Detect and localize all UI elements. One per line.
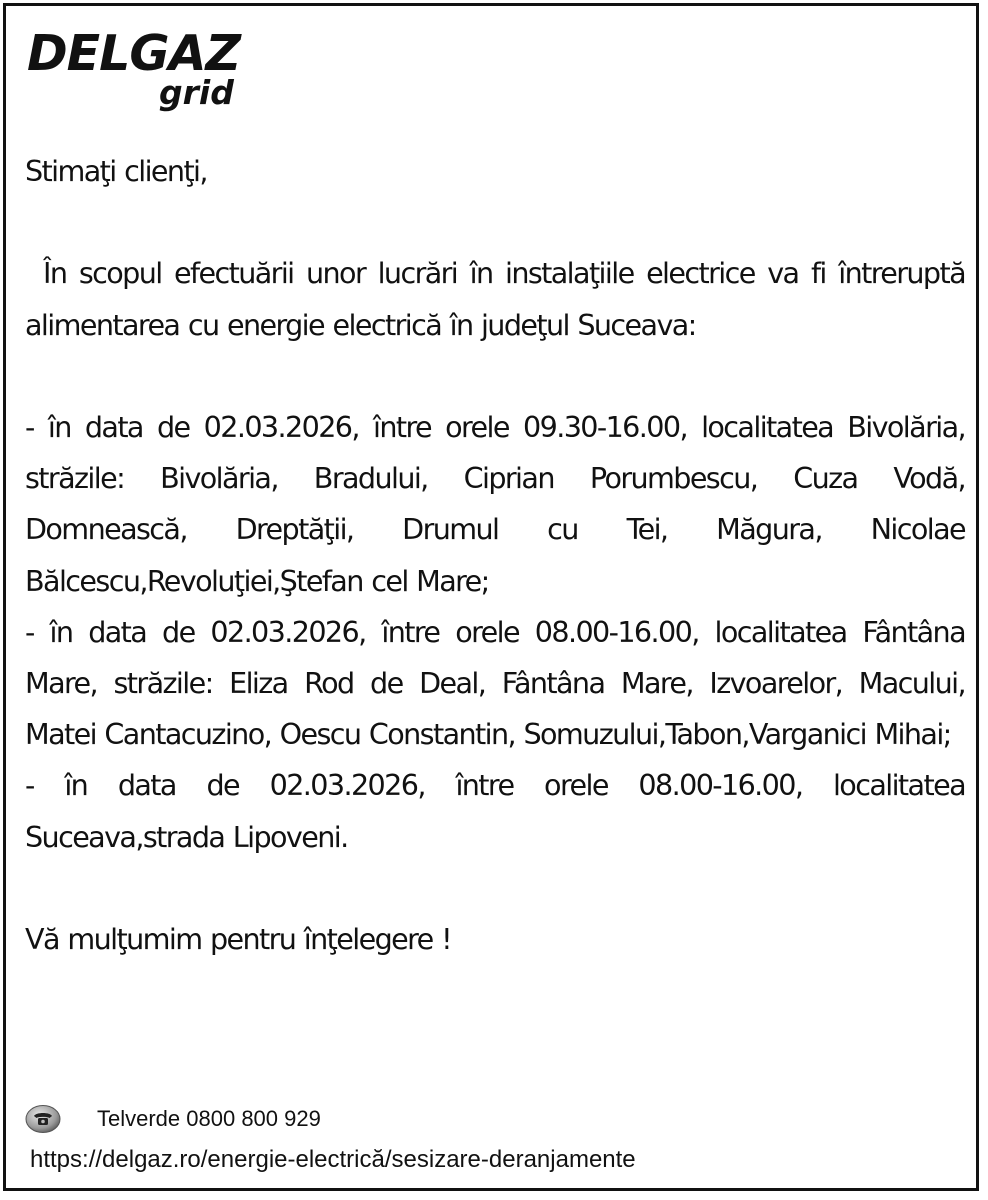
outage-item-fantana-mare: - în data de 02.03.2026, între orele 08.00-16.00, localitatea Fântâna Mare, străzile: Eliza Rod de Deal, Fântâna Mare, Izvoarelor, Macului, Matei Cantacuzino, Oescu Constantin, Somuzului,Tabon,Varganici Mihai; [25,614,965,752]
notice-body [25,146,965,965]
logo-sub-text: grid [159,73,234,112]
outage-item-bivolaria: - în data de 02.03.2026, între orele 09.30-16.00, localitatea Bivolăria, străzile: Bivolăria, Bradului, Ciprian Porumbescu, Cuza Vodă, Domnească, Dreptăţii, Drumul cu Tei, Măgura, Nicolae Bălcescu,Revoluţiei,Ştefan cel Mare; [25,409,965,598]
thanks-line: Vă mulţumim pentru înţelegere ! [25,922,452,956]
logo-brand-text: DELGAZ [27,25,241,82]
outage-item-suceava: - în data de 02.03.2026, între orele 08.00-16.00, localitatea Suceava,strada Lipoveni. [25,768,965,854]
greeting: Stimaţi clienţi, [25,154,207,188]
telephone-icon [25,1104,61,1134]
contact-block [25,1102,785,1182]
report-url: https://delgaz.ro/energie-electrică/sesizare-deranjamente [30,1146,636,1173]
hotline-number: Telverde 0800 800 929 [97,1106,321,1131]
delgaz-grid-logo [27,25,259,113]
intro-paragraph: În scopul efectuării unor lucrări în instalaţiile electrice va fi întreruptă alimentarea cu energie electrică în judeţul Suceava: [25,256,965,342]
